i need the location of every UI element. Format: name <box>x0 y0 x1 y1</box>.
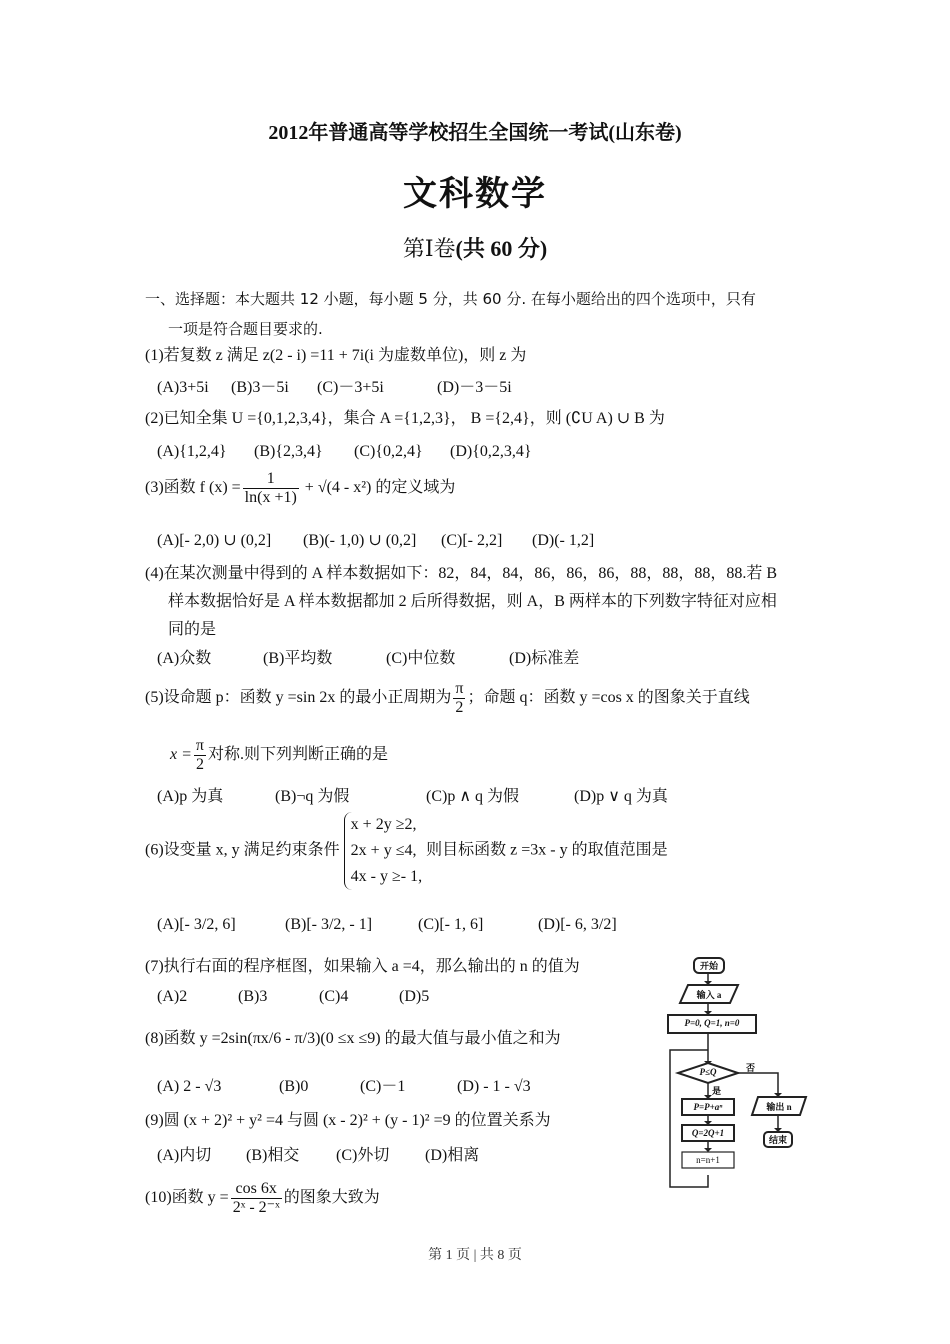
fraction-pi-over-2 <box>194 737 206 774</box>
question-number: (8) <box>145 1030 164 1047</box>
subject-title: 文科数学 <box>403 174 547 214</box>
sin-argument: (πx/6 - π/3) <box>247 1030 321 1047</box>
question-5 <box>145 680 750 717</box>
flow-step-q: Q=2Q+1 <box>691 1128 725 1138</box>
question-stem-pre: 函数 f (x) = <box>163 479 241 497</box>
q2-option-d: (D){0,2,3,4} <box>450 443 532 460</box>
question-7 <box>145 956 580 978</box>
fraction-denominator: ln(x +1) <box>244 489 297 506</box>
exam-title: 2012年普通高等学校招生全国统一考试(山东卷) <box>268 122 682 144</box>
flow-end: 结束 <box>768 1135 787 1145</box>
section-heading-line2: 一项是符合题目要求的. <box>168 320 323 338</box>
q5-option-b: (B)¬q 为假 <box>275 788 350 805</box>
part-prefix: 第Ⅰ卷 <box>402 236 456 261</box>
q1-option-d: (D)－3－5i <box>437 379 512 396</box>
q4-stem-line3: 同的是 <box>168 621 217 638</box>
constraint-system <box>344 812 422 890</box>
q9-option-d: (D)相离 <box>425 1147 480 1164</box>
question-4 <box>145 563 777 585</box>
q3-option-c: (C)[- 2,2] <box>441 532 503 549</box>
q1-option-b: (B)3－5i <box>231 379 289 396</box>
question-stem-pre: 设变量 x, y 满足约束条件 <box>163 841 340 859</box>
question-stem: 圆 (x + 2)² + y² =4 与圆 (x - 2)² + (y - 1)² =9 的位置关系为 <box>163 1112 551 1129</box>
flow-init: P=0, Q=1, n=0 <box>684 1018 740 1028</box>
q6-option-b: (B)[- 3/2, - 1] <box>285 916 373 933</box>
fraction-pi-over-2 <box>453 680 465 717</box>
q8-option-b: (B)0 <box>279 1078 309 1095</box>
q6-option-c: (C)[- 1, 6] <box>418 916 484 933</box>
question-stem: 执行右面的程序框图，如果输入 a =4，那么输出的 n 的值为 <box>163 958 580 975</box>
q6-option-a: (A)[- 3/2, 6] <box>157 916 236 933</box>
question-stem-post: (0 ≤x ≤9) 的最大值与最小值之和为 <box>320 1030 561 1047</box>
question-3 <box>145 470 455 507</box>
q2-option-b: (B){2,3,4} <box>254 443 323 460</box>
question-number: (7) <box>145 958 164 975</box>
q7-option-b: (B)3 <box>238 988 268 1005</box>
question-2 <box>145 408 665 430</box>
q3-option-b: (B)(- 1,0) ∪ (0,2] <box>303 532 417 549</box>
q8-option-a: (A) 2 - √3 <box>157 1078 222 1095</box>
question-number: (5) <box>145 689 164 707</box>
q7-option-c: (C)4 <box>319 988 349 1005</box>
q7-option-d: (D)5 <box>399 988 430 1005</box>
q9-option-c: (C)外切 <box>336 1147 390 1164</box>
flow-input: 输入 a <box>696 990 722 1000</box>
part-score: (共 60 分) <box>455 236 548 261</box>
question-stem: 设命题 p：函数 y =sin 2x 的最小正周期为 <box>163 689 452 707</box>
flow-output: 输出 n <box>766 1102 792 1112</box>
question-stem: 已知全集 U ={0,1,2,3,4}，集合 A ={1,2,3}， B ={2,4}，则 (∁U A) ∪ B 为 <box>163 410 665 427</box>
question-stem-post: 则目标函数 z =3x - y 的取值范围是 <box>426 841 668 859</box>
page-footer: 第 1 页 | 共 8 页 <box>428 1248 522 1263</box>
part-title <box>0 232 950 263</box>
q5-option-c: (C)p ∧ q 为假 <box>426 788 520 805</box>
question-number: (4) <box>145 565 164 582</box>
q2-option-c: (C){0,2,4} <box>354 443 423 460</box>
q5-stem-line2 <box>170 737 388 774</box>
question-stem-post: + √(4 - x²) 的定义域为 <box>300 479 456 497</box>
q6-option-d: (D)[- 6, 3/2] <box>538 916 617 933</box>
fraction-numerator: cos 6x <box>231 1180 282 1199</box>
question-stem-cont: ；命题 q：函数 y =cos x 的图象关于直线 <box>467 689 750 707</box>
q1-option-a: (A)3+5i <box>157 379 209 396</box>
question-number: (9) <box>145 1112 164 1129</box>
q4-option-c: (C)中位数 <box>386 650 456 667</box>
q9-option-a: (A)内切 <box>157 1147 212 1164</box>
fraction-numerator: π <box>455 680 464 697</box>
fraction <box>243 470 299 507</box>
fraction <box>231 1180 282 1217</box>
question-stem-pre: 函数 y = <box>171 1189 229 1207</box>
question-9 <box>145 1110 551 1132</box>
question-8 <box>145 1028 561 1050</box>
flow-yes-label: 是 <box>712 1086 722 1096</box>
stem-text: 对称.则下列判断正确的是 <box>207 746 388 764</box>
question-10 <box>145 1180 380 1217</box>
q9-option-b: (B)相交 <box>246 1147 300 1164</box>
question-number: (10) <box>145 1189 172 1207</box>
question-1 <box>145 345 526 367</box>
constraint: 4x - y ≥- 1, <box>350 868 423 885</box>
question-stem: 在某次测量中得到的 A 样本数据如下：82，84，84，86，86，86，88，88，88，88.若 B <box>163 565 778 582</box>
q8-option-d: (D) - 1 - √3 <box>457 1078 531 1095</box>
q4-option-a: (A)众数 <box>157 650 212 667</box>
stem-x-equals: x = <box>170 746 192 764</box>
q5-option-a: (A)p 为真 <box>157 788 224 805</box>
q2-option-a: (A){1,2,4} <box>157 443 227 460</box>
fraction-denominator: 2 <box>195 756 204 773</box>
fraction-denominator: 2ˣ - 2⁻ˣ <box>232 1199 280 1216</box>
q5-option-d: (D)p ∨ q 为真 <box>574 788 668 805</box>
q1-option-c: (C)－3+5i <box>317 379 384 396</box>
flow-step-p: P=P+aⁿ <box>693 1102 723 1112</box>
question-number: (2) <box>145 410 164 427</box>
fraction-denominator: 2 <box>455 699 464 716</box>
question-stem-post: 的图象大致为 <box>283 1189 380 1207</box>
flow-no-label: 否 <box>746 1063 756 1073</box>
question-number: (3) <box>145 479 164 497</box>
flow-step-n: n=n+1 <box>696 1155 720 1165</box>
question-stem-pre: 函数 y =2sin <box>163 1030 248 1047</box>
question-number: (1) <box>145 347 164 364</box>
q3-option-d: (D)(- 1,2] <box>532 532 595 549</box>
question-6 <box>145 812 668 890</box>
fraction-numerator: 1 <box>243 470 299 489</box>
q4-stem-line2: 样本数据恰好是 A 样本数据都加 2 后所得数据，则 A，B 两样本的下列数字特征对应相 <box>168 593 777 610</box>
flow-condition: P≤Q <box>699 1067 717 1077</box>
fraction-numerator: π <box>195 737 204 754</box>
question-stem: 若复数 z 满足 z(2 - i) =11 + 7i(i 为虚数单位)，则 z 为 <box>163 347 527 364</box>
q4-option-b: (B)平均数 <box>263 650 333 667</box>
q8-option-c: (C)－1 <box>360 1078 406 1095</box>
q4-option-d: (D)标准差 <box>509 650 580 667</box>
constraint: x + 2y ≥2, <box>350 816 417 833</box>
question-number: (6) <box>145 841 164 859</box>
constraint: 2x + y ≤4, <box>350 842 417 859</box>
flow-start: 开始 <box>699 961 718 971</box>
program-flowchart <box>660 955 820 1195</box>
q3-option-a: (A)[- 2,0) ∪ (0,2] <box>157 532 272 549</box>
section-heading-line1: 一、选择题：本大题共 12 小题，每小题 5 分，共 60 分. 在每小题给出的四个选项中，只有 <box>145 290 756 308</box>
q7-option-a: (A)2 <box>157 988 188 1005</box>
